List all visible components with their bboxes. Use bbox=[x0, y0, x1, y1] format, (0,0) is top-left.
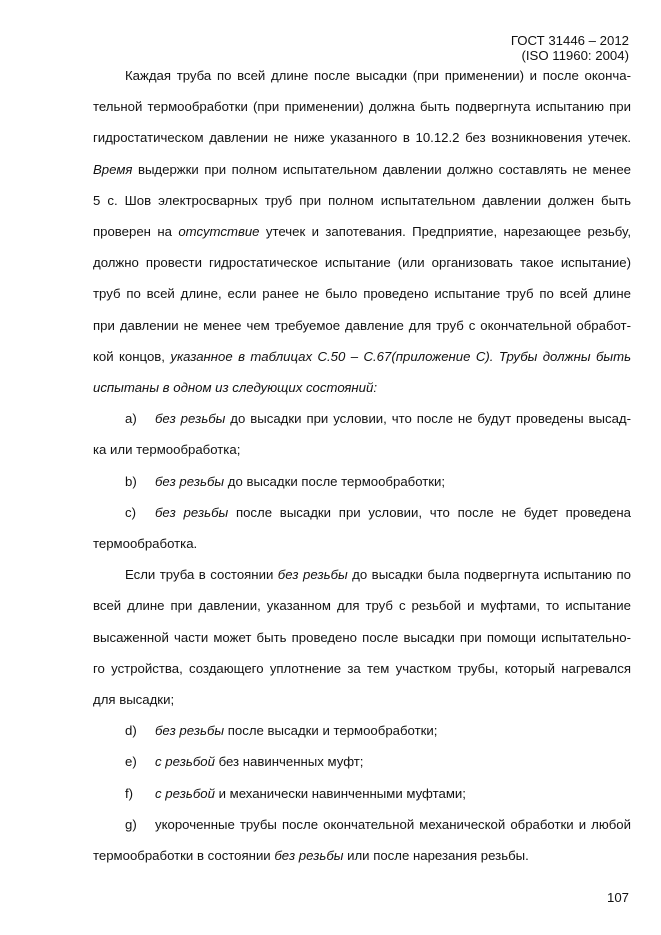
para1-line: тельной термообработки (при применении) должна быть подвергнута испытанию при bbox=[93, 99, 631, 115]
para1-line: Каждая труба по всей длине после высадки (при применении) и после оконча- bbox=[125, 68, 631, 83]
para2-line: высаженной части может быть проведено после высадки при помощи испытательно- bbox=[93, 629, 631, 645]
para2-line: для высадки; bbox=[93, 692, 175, 708]
list-item-a: a) без резьбы до высадки при условии, что после не будут проведены высад- bbox=[125, 411, 631, 427]
para1-line: гидростатическом давлении не ниже указанного в 10.12.2 без возникновения утечек. bbox=[93, 130, 631, 146]
list-item-c: c) без резьбы после высадки при условии, что после не будет проведена bbox=[125, 504, 632, 520]
para2-line: всей длине при давлении, указанном для труб с резьбой и муфтами, то испытание bbox=[93, 598, 631, 614]
list-item-b: b) без резьбы до высадки после термообработки; bbox=[125, 473, 446, 489]
list-item-c-cont: термообработка. bbox=[93, 536, 198, 552]
para1-line: проверен на отсутствие утечек и запотевания. Предприятие, нарезающее резьбу, bbox=[93, 224, 631, 240]
para1-line: испытаны в одном из следующих состояний: bbox=[93, 380, 378, 396]
para1-line: должно провести гидростатическое испытание (или организовать такое испытание) bbox=[93, 255, 631, 271]
document-header bbox=[511, 33, 629, 63]
list-item-g-cont: термообработки в состоянии без резьбы или после нарезания резьбы. bbox=[93, 848, 529, 864]
para1-line: кой концов, указанное в таблицах С.50 – С.67(приложение С). Трубы должны быть bbox=[93, 348, 631, 364]
list-item-a-cont: ка или термообработка; bbox=[93, 442, 241, 458]
page-number: 107 bbox=[606, 890, 629, 905]
list-item-d: d) без резьбы после высадки и термообработки; bbox=[125, 723, 438, 739]
para2-line: Если труба в состоянии без резьбы до высадки была подвергнута испытанию по bbox=[125, 567, 631, 583]
para1-line: 5 с. Шов электросварных труб при полном испытательном давлении должен быть bbox=[93, 192, 631, 208]
list-item-g: g) укороченные трубы после окончательной механической обработки и любой bbox=[125, 816, 631, 832]
para1-line: труб по всей длине, если ранее не было проведено испытание труб по всей длине bbox=[93, 286, 631, 302]
para1-line: Время выдержки при полном испытательном давлении должно составлять не менее bbox=[93, 161, 631, 177]
document-body bbox=[93, 60, 631, 871]
list-item-e: e) с резьбой без навинченных муфт; bbox=[125, 754, 364, 770]
iso-reference: (ISO 11960: 2004) bbox=[521, 48, 629, 63]
standard-number: ГОСТ 31446 – 2012 bbox=[510, 33, 629, 48]
para1-line: при давлении не менее чем требуемое давление для труб с окончательной обработ- bbox=[93, 317, 631, 333]
list-item-f: f) с резьбой и механически навинченными муфтами; bbox=[125, 785, 466, 801]
para2-line: го устройства, создающего уплотнение за тем участком трубы, который нагревался bbox=[93, 660, 631, 676]
